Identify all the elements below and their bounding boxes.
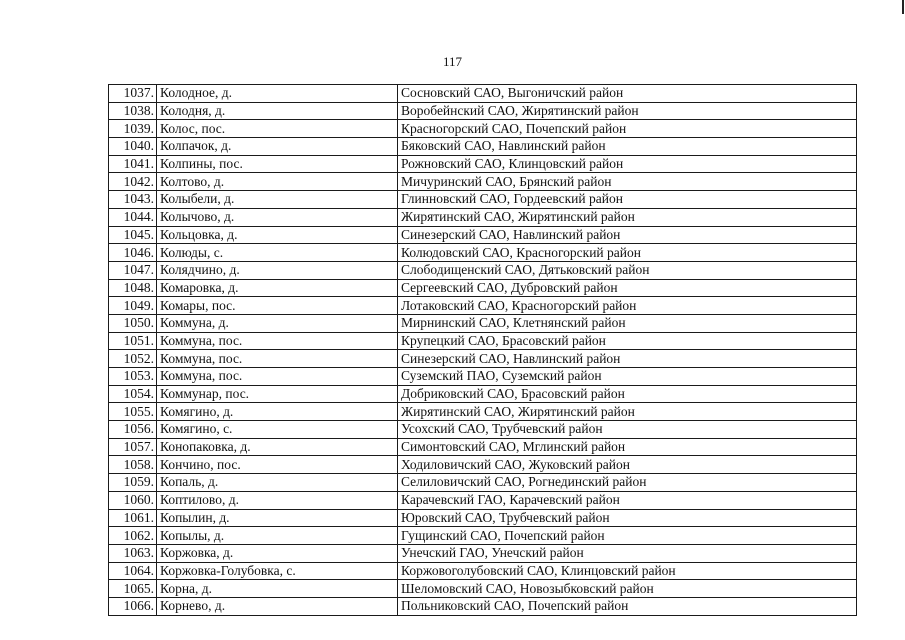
administrative-unit: Юровский САО, Трубчевский район bbox=[398, 509, 857, 527]
row-number: 1054. bbox=[109, 385, 157, 403]
administrative-unit: Унечский ГАО, Унечский район bbox=[398, 544, 857, 562]
row-number: 1055. bbox=[109, 403, 157, 421]
settlement-name: Коммуна, пос. bbox=[157, 368, 398, 386]
table-row bbox=[109, 350, 857, 368]
administrative-unit: Добриковский САО, Брасовский район bbox=[398, 385, 857, 403]
administrative-unit: Мирнинский САО, Клетнянский район bbox=[398, 314, 857, 332]
administrative-unit: Сергеевский САО, Дубровский район bbox=[398, 279, 857, 297]
row-number: 1065. bbox=[109, 580, 157, 598]
administrative-unit: Жирятинский САО, Жирятинский район bbox=[398, 403, 857, 421]
row-number: 1064. bbox=[109, 562, 157, 580]
row-number: 1053. bbox=[109, 368, 157, 386]
row-number: 1063. bbox=[109, 544, 157, 562]
table-row bbox=[109, 191, 857, 209]
settlement-name: Копылы, д. bbox=[157, 527, 398, 545]
administrative-unit: Глинновский САО, Гордеевский район bbox=[398, 191, 857, 209]
row-number: 1045. bbox=[109, 226, 157, 244]
table-row bbox=[109, 279, 857, 297]
row-number: 1066. bbox=[109, 597, 157, 615]
settlement-name: Коржовка-Голубовка, с. bbox=[157, 562, 398, 580]
row-number: 1049. bbox=[109, 297, 157, 315]
table-row bbox=[109, 297, 857, 315]
table-row bbox=[109, 421, 857, 439]
row-number: 1039. bbox=[109, 120, 157, 138]
settlement-name: Коммуна, пос. bbox=[157, 350, 398, 368]
settlement-name: Кольцовка, д. bbox=[157, 226, 398, 244]
table-row bbox=[109, 403, 857, 421]
settlement-name: Колюды, с. bbox=[157, 244, 398, 262]
administrative-unit: Крупецкий САО, Брасовский район bbox=[398, 332, 857, 350]
administrative-unit: Бяковский САО, Навлинский район bbox=[398, 138, 857, 156]
table-row bbox=[109, 527, 857, 545]
settlement-name: Колос, пос. bbox=[157, 120, 398, 138]
row-number: 1038. bbox=[109, 102, 157, 120]
settlement-name: Конопаковка, д. bbox=[157, 438, 398, 456]
settlement-name: Колычово, д. bbox=[157, 208, 398, 226]
administrative-unit: Шеломовский САО, Новозыбковский район bbox=[398, 580, 857, 598]
settlement-name: Колпины, пос. bbox=[157, 155, 398, 173]
settlement-name: Колтово, д. bbox=[157, 173, 398, 191]
row-number: 1057. bbox=[109, 438, 157, 456]
row-number: 1060. bbox=[109, 491, 157, 509]
settlement-name: Коржовка, д. bbox=[157, 544, 398, 562]
settlement-name: Копаль, д. bbox=[157, 474, 398, 492]
settlement-name: Коммуна, д. bbox=[157, 314, 398, 332]
table-row bbox=[109, 173, 857, 191]
settlement-name: Кончино, пос. bbox=[157, 456, 398, 474]
administrative-unit: Синезерский САО, Навлинский район bbox=[398, 350, 857, 368]
row-number: 1062. bbox=[109, 527, 157, 545]
table-row bbox=[109, 332, 857, 350]
row-number: 1048. bbox=[109, 279, 157, 297]
table-row bbox=[109, 368, 857, 386]
settlement-name: Колядчино, д. bbox=[157, 261, 398, 279]
table-row bbox=[109, 102, 857, 120]
settlement-name: Комягино, д. bbox=[157, 403, 398, 421]
row-number: 1047. bbox=[109, 261, 157, 279]
settlement-name: Копылин, д. bbox=[157, 509, 398, 527]
row-number: 1058. bbox=[109, 456, 157, 474]
table-row bbox=[109, 438, 857, 456]
row-number: 1051. bbox=[109, 332, 157, 350]
table-row bbox=[109, 138, 857, 156]
row-number: 1052. bbox=[109, 350, 157, 368]
table-row bbox=[109, 155, 857, 173]
table-body bbox=[109, 85, 857, 616]
settlement-name: Колодня, д. bbox=[157, 102, 398, 120]
administrative-unit: Сосновский САО, Выгоничский район bbox=[398, 85, 857, 103]
administrative-unit: Красногорский САО, Почепский район bbox=[398, 120, 857, 138]
administrative-unit: Гущинский САО, Почепский район bbox=[398, 527, 857, 545]
administrative-unit: Польниковский САО, Почепский район bbox=[398, 597, 857, 615]
scan-edge-mark bbox=[902, 0, 904, 14]
row-number: 1059. bbox=[109, 474, 157, 492]
table-row bbox=[109, 580, 857, 598]
administrative-unit: Воробейнский САО, Жирятинский район bbox=[398, 102, 857, 120]
row-number: 1040. bbox=[109, 138, 157, 156]
administrative-unit: Синезерский САО, Навлинский район bbox=[398, 226, 857, 244]
administrative-unit: Мичуринский САО, Брянский район bbox=[398, 173, 857, 191]
settlement-name: Комары, пос. bbox=[157, 297, 398, 315]
row-number: 1046. bbox=[109, 244, 157, 262]
settlement-name: Колыбели, д. bbox=[157, 191, 398, 209]
page-number: 117 bbox=[442, 54, 463, 69]
row-number: 1042. bbox=[109, 173, 157, 191]
settlement-name: Корна, д. bbox=[157, 580, 398, 598]
settlements-table bbox=[108, 84, 857, 616]
row-number: 1043. bbox=[109, 191, 157, 209]
administrative-unit: Слободищенский САО, Дятьковский район bbox=[398, 261, 857, 279]
row-number: 1056. bbox=[109, 421, 157, 439]
settlement-name: Коммуна, пос. bbox=[157, 332, 398, 350]
administrative-unit: Усохский САО, Трубчевский район bbox=[398, 421, 857, 439]
row-number: 1037. bbox=[109, 85, 157, 103]
table-row bbox=[109, 120, 857, 138]
settlement-name: Коммунар, пос. bbox=[157, 385, 398, 403]
table-row bbox=[109, 597, 857, 615]
table-row bbox=[109, 244, 857, 262]
administrative-unit: Симонтовский САО, Мглинский район bbox=[398, 438, 857, 456]
settlement-name: Корнево, д. bbox=[157, 597, 398, 615]
table-row bbox=[109, 456, 857, 474]
table-row bbox=[109, 562, 857, 580]
administrative-unit: Жирятинский САО, Жирятинский район bbox=[398, 208, 857, 226]
table-row bbox=[109, 544, 857, 562]
row-number: 1044. bbox=[109, 208, 157, 226]
table-row bbox=[109, 491, 857, 509]
settlement-name: Комаровка, д. bbox=[157, 279, 398, 297]
settlement-name: Колпачок, д. bbox=[157, 138, 398, 156]
table-row bbox=[109, 509, 857, 527]
administrative-unit: Коржовоголубовский САО, Клинцовский район bbox=[398, 562, 857, 580]
table-row bbox=[109, 385, 857, 403]
administrative-unit: Рожновский САО, Клинцовский район bbox=[398, 155, 857, 173]
administrative-unit: Суземский ПАО, Суземский район bbox=[398, 368, 857, 386]
administrative-unit: Карачевский ГАО, Карачевский район bbox=[398, 491, 857, 509]
row-number: 1050. bbox=[109, 314, 157, 332]
row-number: 1041. bbox=[109, 155, 157, 173]
administrative-unit: Лотаковский САО, Красногорский район bbox=[398, 297, 857, 315]
administrative-unit: Селиловичский САО, Рогнединский район bbox=[398, 474, 857, 492]
table-row bbox=[109, 208, 857, 226]
administrative-unit: Ходиловичский САО, Жуковский район bbox=[398, 456, 857, 474]
administrative-unit: Колюдовский САО, Красногорский район bbox=[398, 244, 857, 262]
row-number: 1061. bbox=[109, 509, 157, 527]
settlement-name: Коптилово, д. bbox=[157, 491, 398, 509]
table-row bbox=[109, 261, 857, 279]
table-row bbox=[109, 226, 857, 244]
table-row bbox=[109, 314, 857, 332]
settlement-name: Комягино, с. bbox=[157, 421, 398, 439]
table-row bbox=[109, 85, 857, 103]
settlement-name: Колодное, д. bbox=[157, 85, 398, 103]
table-row bbox=[109, 474, 857, 492]
